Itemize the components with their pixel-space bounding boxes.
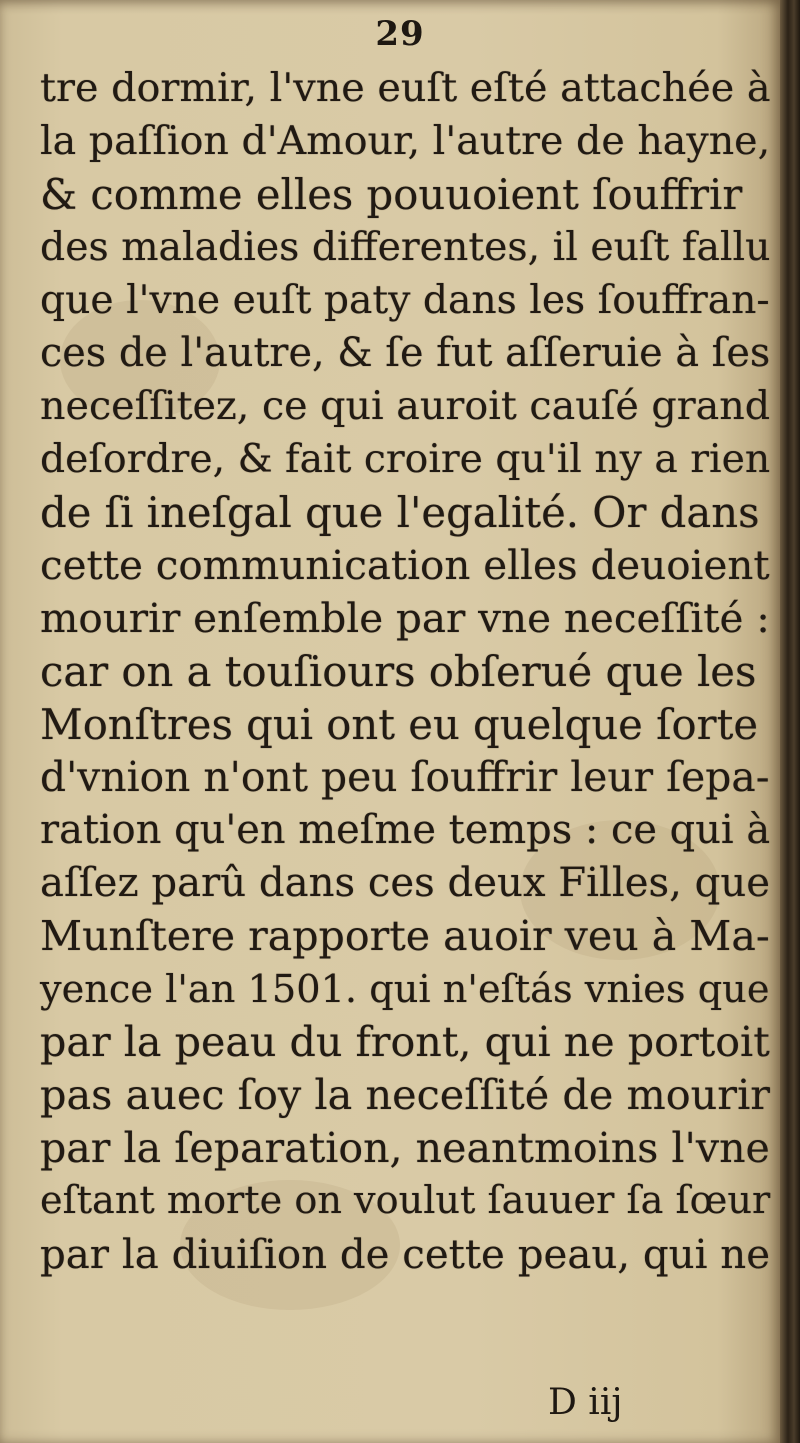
text-line: Monſtres qui ont eu quelque ſorte [40,700,759,749]
text-line: la paſſion d'Amour, l'autre de hayne, [40,118,771,164]
text-line: deſordre, & fait croire qu'il ny a rien [40,437,771,482]
text-line: pas auec ſoy la neceſſité de mourir [40,1071,771,1119]
signature-mark: D iij [548,1382,623,1423]
text-line: mourir enſemble par vne neceſſité : [40,594,770,642]
page-edge-binding [780,0,800,1443]
text-line: car on a touſiours obſerué que les [40,647,757,696]
text-line: neceſſitez, ce qui auroit cauſé grand [40,383,771,429]
text-line: par la peau du front, qui ne portoit [40,1018,770,1066]
text-line: Munſtere rapporte auoir veu à Ma- [40,912,770,960]
text-line: que l'vne euſt paty dans les ſouffran- [40,278,770,323]
text-line: ces de l'autre, & ſe fut aſſeruie à ſes [40,330,771,376]
text-line: de ſi ineſgal que l'egalité. Or dans [40,488,760,537]
text-line: yence l'an 1501. qui n'eſtás vnies que [40,967,770,1012]
text-line: des maladies differentes, il euſt fallu [40,224,771,270]
text-line: par la diuiſion de cette peau, qui ne [40,1231,771,1278]
text-line: & comme elles pouuoient ſouffrir [40,170,743,219]
text-line: ration qu'en meſme temps : ce qui à [40,807,771,853]
text-line: cette communication elles deuoient [40,541,770,589]
text-line: d'vnion n'ont peu ſouffrir leur ſepa- [40,753,770,801]
text-line: par la ſeparation, neantmoins l'vne [40,1124,770,1172]
text-line: tre dormir, l'vne euſt eſté attachée à [40,65,771,111]
text-line: eſtant morte on voulut ſauuer ſa ſœur [40,1179,771,1223]
text-line: aſſez parû dans ces deux Filles, que [40,860,770,906]
body-text [40,62,775,1281]
page-number: 29 [375,14,425,54]
